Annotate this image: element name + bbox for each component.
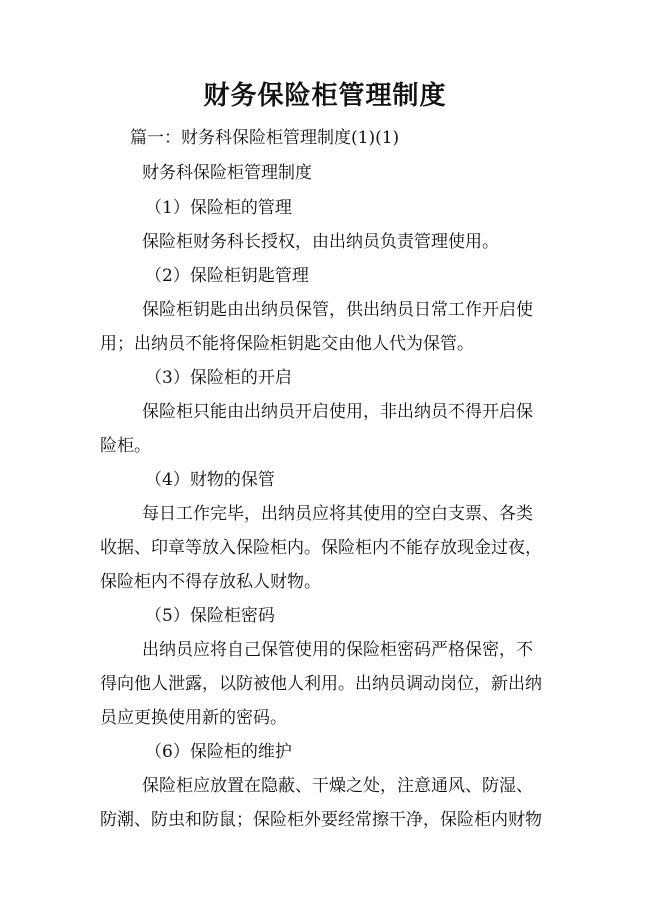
section-heading: （6）保险柜的维护	[145, 742, 292, 762]
paragraph-line: 员应更换使用新的密码。	[100, 708, 287, 728]
section-heading: （5）保险柜密码	[145, 606, 275, 626]
section-heading: （2）保险柜钥匙管理	[145, 266, 309, 286]
paragraph-line: 收据、印章等放入保险柜内。保险柜内不能存放现金过夜，	[100, 538, 542, 558]
paragraph-line: 出纳员应将自己保管使用的保险柜密码严格保密，不	[142, 640, 533, 660]
paragraph-line: 防潮、防虫和防鼠；保险柜外要经常擦干净，保险柜内财物	[100, 810, 542, 830]
paragraph-line: 险柜。	[100, 436, 151, 456]
chapter-heading: 篇一：财务科保险柜管理制度(1)(1)	[130, 128, 400, 148]
document-title: 财务保险柜管理制度	[203, 81, 447, 111]
paragraph-line: 保险柜内不得存放私人财物。	[100, 572, 321, 592]
section-heading: （4）财物的保管	[145, 470, 275, 490]
paragraph-line: 每日工作完毕，出纳员应将其使用的空白支票、各类	[142, 504, 533, 524]
section-heading: （1）保险柜的管理	[145, 198, 292, 218]
paragraph-line: 得向他人泄露，以防被他人利用。出纳员调动岗位，新出纳	[100, 674, 542, 694]
subtitle: 财务科保险柜管理制度	[142, 163, 312, 183]
paragraph-line: 保险柜应放置在隐蔽、干燥之处，注意通风、防湿、	[142, 776, 533, 796]
paragraph-line: 保险柜财务科长授权，由出纳员负责管理使用。	[142, 232, 499, 252]
section-heading: （3）保险柜的开启	[145, 368, 292, 388]
paragraph-line: 保险柜钥匙由出纳员保管，供出纳员日常工作开启使	[142, 300, 533, 320]
paragraph-line: 保险柜只能由出纳员开启使用，非出纳员不得开启保	[142, 402, 533, 422]
paragraph-line: 用；出纳员不能将保险柜钥匙交由他人代为保管。	[100, 334, 474, 354]
